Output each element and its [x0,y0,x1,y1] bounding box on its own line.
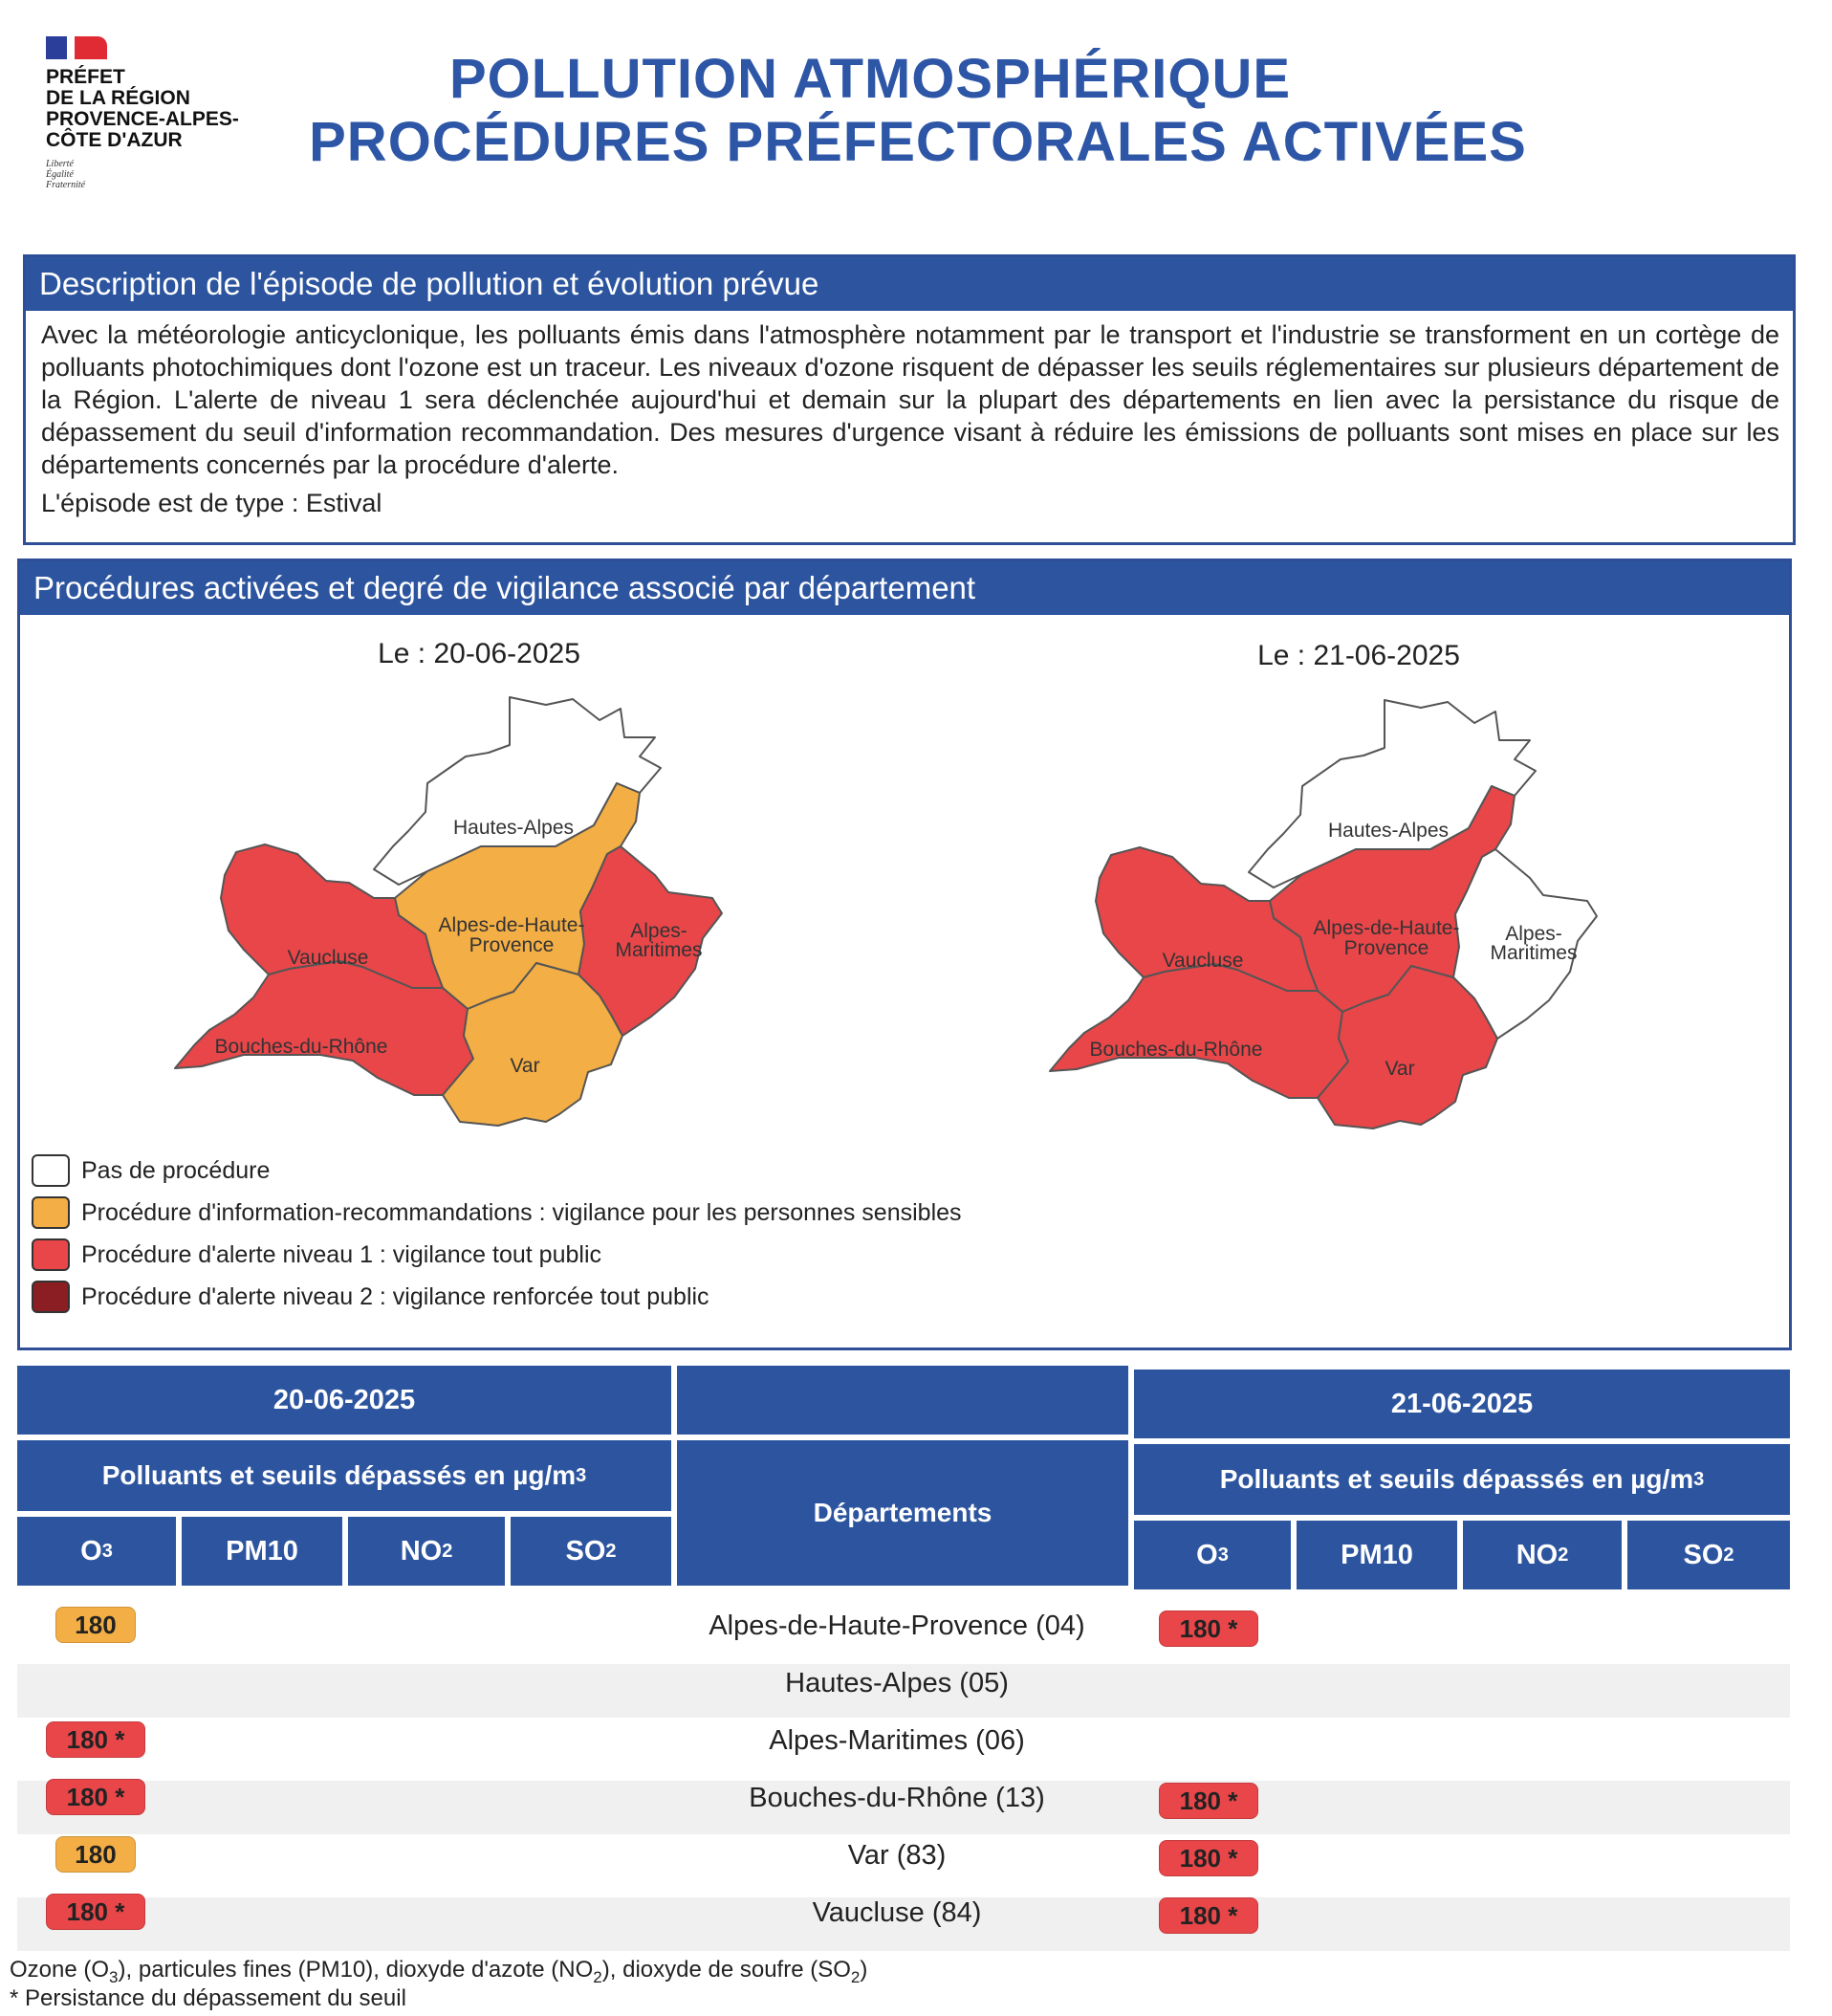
logo-line: DE LA RÉGION [46,87,190,109]
legend-label: Pas de procédure [81,1156,271,1184]
thresholds-text: Polluants et seuils dépassés en µg/m [1219,1464,1694,1494]
footnote-persistence: * Persistance du dépassement du seuil [10,1985,406,2011]
legend-label: Procédure d'alerte niveau 1 : vigilance tout public [81,1240,601,1268]
legend-label: Procédure d'information-recommandations : vigilance pour les personnes sensibles [81,1198,962,1226]
map1-label-am-1: Alpes- [630,920,687,942]
map2-label-am-1: Alpes- [1505,923,1562,945]
marianne-flag-icon [46,36,107,59]
map2-label-ahp-2: Provence [1343,937,1429,959]
footnote-pollutants [10,1957,867,1987]
so2-sub: 2 [605,1540,617,1562]
o3-value-d1: 180 * [46,1894,145,1930]
procedures-panel [17,559,1792,1350]
logo-line: PRÉFET [46,66,125,88]
map1-date: Le : 20-06-2025 [378,638,580,669]
o3-value-d2: 180 * [1159,1897,1258,1934]
table-date2-header [1134,1370,1790,1438]
legend-item-none [32,1154,270,1187]
legend-swatch [32,1281,70,1313]
map2-label-hautes-alpes: Hautes-Alpes [1327,820,1450,842]
map-20-06-2025 [144,686,804,1164]
prefecture-logo [46,36,275,190]
legend-item-alert1 [32,1238,601,1271]
col-no2-d2 [1463,1521,1622,1589]
o3-value-d1: 180 * [46,1779,145,1815]
so2-text: SO [565,1535,606,1567]
pm10-text: PM10 [1341,1539,1413,1570]
no2-sub: 2 [1558,1544,1569,1566]
logo-text [46,67,275,151]
o3-text: O [1196,1539,1218,1570]
map1-label-ahp-1: Alpes-de-Haute- [438,914,585,936]
legend-label: Procédure d'alerte niveau 2 : vigilance renforcée tout public [81,1282,709,1310]
map2-label-var: Var [1385,1058,1415,1080]
footnote-part: ), particules fines (PM10), dioxyde d'azote (NO [118,1957,594,1983]
map1-label-am-2: Maritimes [615,939,703,961]
col-o3-d1 [17,1517,176,1586]
logo-motto [46,159,275,190]
map1-label-bdr: Bouches-du-Rhône [214,1036,388,1058]
logo-line: PROVENCE-ALPES- [46,108,239,130]
col-so2-d1 [511,1517,671,1586]
table-empty-header [677,1366,1128,1435]
thresholds-sup: 3 [1693,1468,1705,1490]
col-pm10-d2 [1297,1521,1457,1589]
o3-value-d1: 180 [55,1836,136,1873]
map1-label-vaucluse: Vaucluse [287,947,369,969]
map-21-06-2025 [1019,689,1679,1167]
o3-sub: 3 [1217,1544,1229,1566]
footnote-part: ), dioxyde de soufre (SO [601,1957,851,1983]
table-row-dept: Bouches-du-Rhône (13) [749,1783,1045,1813]
o3-text: O [80,1535,102,1567]
no2-text: NO [400,1535,443,1567]
table-date1-header [17,1366,671,1435]
motto-line: Égalité [46,169,74,180]
table-row-dept: Hautes-Alpes (05) [785,1668,1009,1698]
no2-text: NO [1516,1539,1559,1570]
date1-text: 20-06-2025 [273,1384,416,1415]
map2-label-am-2: Maritimes [1490,942,1578,964]
footnote-part: ) [860,1957,868,1983]
thresholds-text: Polluants et seuils dépassés en µg/m [101,1460,577,1490]
map2-label-bdr: Bouches-du-Rhône [1089,1039,1263,1061]
page-title-line-1: POLLUTION ATMOSPHÉRIQUE [448,48,1292,110]
departements-header [677,1440,1128,1586]
o3-sub: 3 [101,1540,113,1562]
col-o3-d2 [1134,1521,1291,1589]
map1-label-hautes-alpes: Hautes-Alpes [452,817,575,839]
motto-line: Fraternité [46,180,86,190]
motto-line: Liberté [46,159,74,169]
thresholds-sup: 3 [576,1464,587,1486]
map1-label-var: Var [510,1055,540,1077]
map2-date: Le : 21-06-2025 [1257,640,1460,671]
date2-text: 21-06-2025 [1390,1388,1534,1419]
map2-label-ahp-1: Alpes-de-Haute- [1313,917,1460,939]
col-pm10-d1 [182,1517,342,1586]
map1-label-ahp-2: Provence [469,934,555,956]
thresholds-header-d2 [1134,1444,1790,1515]
procedures-header: Procédures activées et degré de vigilance associé par département [20,561,1789,615]
footnote-sub: 3 [109,1967,119,1986]
legend-swatch [32,1238,70,1271]
legend-item-alert2 [32,1281,709,1313]
table-row-dept: Vaucluse (84) [812,1897,982,1928]
legend-swatch [32,1196,70,1229]
o3-value-d1: 180 [55,1607,136,1643]
so2-sub: 2 [1723,1544,1734,1566]
no2-sub: 2 [442,1540,453,1562]
o3-value-d2: 180 * [1159,1611,1258,1647]
episode-type: L'épisode est de type : Estival [41,489,382,517]
table-row-dept: Alpes-Maritimes (06) [769,1725,1025,1756]
footnote-sub: 2 [850,1967,861,1986]
table-row-dept: Alpes-de-Haute-Provence (04) [709,1611,1085,1641]
o3-value-d1: 180 * [46,1721,145,1758]
thresholds-header-d1 [17,1440,671,1511]
departements-text: Départements [813,1498,992,1527]
description-panel [23,254,1796,545]
description-header: Description de l'épisode de pollution et évolution prévue [26,257,1793,311]
page-title-line-2: PROCÉDURES PRÉFECTORALES ACTIVÉES [309,111,1527,173]
col-so2-d2 [1627,1521,1790,1589]
description-body: Avec la météorologie anticyclonique, les polluants émis dans l'atmosphère notamment par le transport et l'industrie se transforment en un cortège de polluants photochimiques dont l'ozone est un traceur. Les niveaux d'ozone risquent de dépasser les seuils réglementaires sur plusieurs département de la Région. L'alerte de niveau 1 sera déclenchée aujourd'hui et demain sur la plupart des départements en lien avec la persistance du risque de dépassement du seuil d'information recommandation. Des mesures d'urgence visant à réduire les émissions de polluants sont mises en place sur les départements concernés par la procédure d'alerte. [41,320,1779,479]
so2-text: SO [1683,1539,1724,1570]
footnote-sub: 2 [593,1967,602,1986]
footnote-part: Ozone (O [10,1957,110,1983]
logo-line: CÔTE D'AZUR [46,129,183,151]
o3-value-d2: 180 * [1159,1840,1258,1876]
o3-value-d2: 180 * [1159,1783,1258,1819]
col-no2-d1 [348,1517,505,1586]
legend-item-info [32,1196,962,1229]
table-row-dept: Var (83) [847,1840,947,1871]
map2-label-vaucluse: Vaucluse [1162,950,1244,972]
pm10-text: PM10 [226,1535,298,1567]
legend-swatch [32,1154,70,1187]
